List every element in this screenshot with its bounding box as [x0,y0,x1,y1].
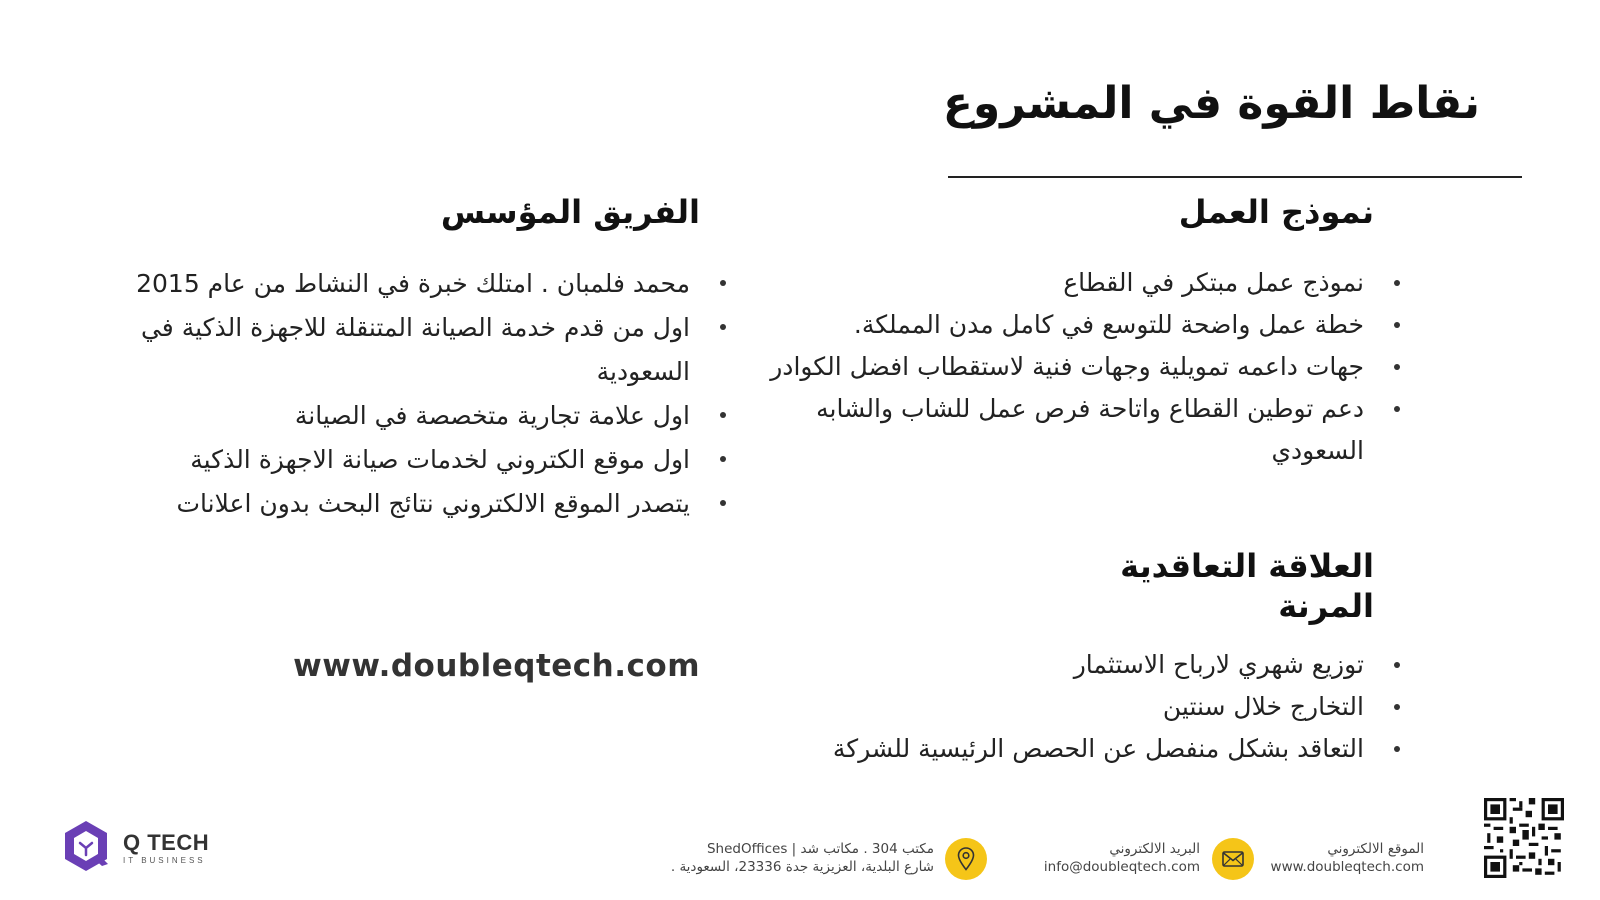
contract-title: العلاقة التعاقدية المرنة [1120,547,1374,625]
website-label: الموقع الالكتروني [1327,841,1424,857]
list-item: اول موقع الكتروني لخدمات صيانة الاجهزة الذكية [106,438,726,482]
footer-email [1044,840,1200,876]
list-item: خطة عمل واضحة للتوسع في كامل مدن المملكة. [760,304,1400,346]
founding-team-title: الفريق المؤسس [440,193,700,231]
list-item: جهات داعمه تمويلية وجهات فنية لاستقطاب افضل الكوادر [760,346,1400,388]
list-item: التخارج خلال سنتين [700,686,1400,728]
founding-team-list [106,262,726,526]
logo-wordmark [123,832,209,865]
title-divider [948,176,1522,178]
list-item: يتصدر الموقع الالكتروني نتائج البحث بدون اعلانات [106,482,726,526]
qtech-logo-icon [58,818,114,878]
website-value[interactable]: www.doubleqtech.com [1270,859,1424,875]
list-item: نموذج عمل مبتكر في القطاع [760,262,1400,304]
list-item: دعم توطين القطاع واتاحة فرص عمل للشاب والشابه السعودي [760,388,1400,472]
address-line-2: شارع البلدية، العزيزية جدة 23336، السعودية . [670,859,934,875]
page-title: نقاط القوة في المشروع [942,78,1480,129]
list-item: محمد فلمبان . امتلك خبرة في النشاط من عام 2015 [106,262,726,306]
envelope-icon [1212,838,1254,880]
list-item: اول من قدم خدمة الصيانة المتنقلة للاجهزة الذكية في السعودية [106,306,726,394]
map-pin-icon [945,838,987,880]
footer-address [671,840,934,876]
address-line-1: مكتب 304 . مكاتب شد | ShedOffices [706,841,934,857]
qr-code-icon [1484,798,1564,878]
email-value[interactable]: info@doubleqtech.com [1043,859,1200,875]
list-item: التعاقد بشكل منفصل عن الحصص الرئيسية للشركة [700,728,1400,770]
contract-list [700,644,1400,770]
logo-name: Q TECH [123,830,210,855]
email-label: البريد الالكتروني [1109,841,1200,857]
logo-tagline: IT BUSINESS [123,856,206,865]
list-item: توزيع شهري لارباح الاستثمار [700,644,1400,686]
business-model-title: نموذج العمل [1178,193,1374,231]
list-item: اول علامة تجارية متخصصة في الصيانة [106,394,726,438]
footer-website [1271,840,1424,876]
website-link[interactable]: www.doubleqtech.com [293,648,700,684]
business-model-list [760,262,1400,472]
